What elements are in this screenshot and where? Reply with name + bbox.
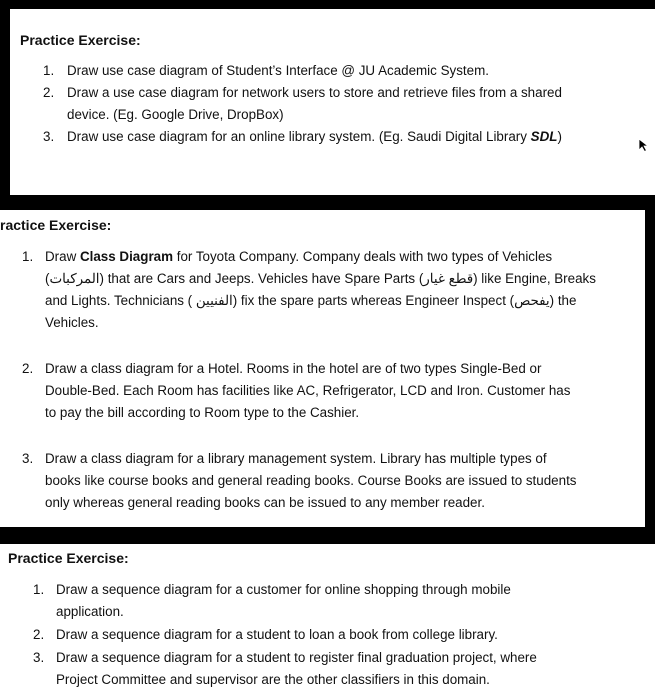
list-item [22, 246, 627, 334]
item-text: for Toyota Company. Company deals with two types of Vehicles [173, 249, 553, 264]
item-number: 1. [43, 63, 55, 78]
item-text-line: device. (Eg. Google Drive, DropBox) [67, 107, 284, 122]
item-number: 3. [43, 129, 55, 144]
item-emphasis: Class Diagram [79, 249, 174, 264]
item-text-line: Draw a sequence diagram for a student to register final graduation project, where [56, 650, 537, 665]
section-heading: Practice Exercise: [8, 550, 129, 566]
item-text-line: application. [56, 604, 124, 619]
item-number: 1. [22, 249, 34, 264]
exercise-panel-usecase [10, 9, 655, 195]
exercise-panel-sequence [0, 544, 655, 700]
item-text-line: Double-Bed. Each Room has facilities like AC, Refrigerator, LCD and Iron. Customer has [45, 383, 571, 398]
item-text: Draw use case diagram for an online library system. (Eg. Saudi Digital Library [67, 129, 531, 144]
section-heading: ractice Exercise: [0, 217, 112, 233]
item-number: 1. [33, 582, 45, 597]
item-number: 2. [22, 361, 34, 376]
item-emphasis: SDL [530, 129, 558, 144]
item-text-line: Vehicles. [45, 315, 99, 330]
item-text-line: (المركبات) that are Cars and Jeeps. Vehicles have Spare Parts (قطع غيار) like Engine, Breaks [45, 271, 596, 286]
list-item [33, 579, 633, 623]
item-text-line: Draw a sequence diagram for a student to loan a book from college library. [56, 627, 498, 642]
item-text-line: books like course books and general reading books. Course Books are issued to students [45, 473, 577, 488]
exercise-panel-class [0, 210, 645, 527]
item-text-line: Project Committee and supervisor are the other classifiers in this domain. [56, 672, 490, 687]
list-item [22, 358, 627, 424]
list-item [33, 647, 633, 691]
item-text: Draw [45, 249, 80, 264]
item-number: 3. [33, 650, 45, 665]
list-item [33, 624, 633, 646]
item-text: ) [557, 129, 562, 144]
item-number: 3. [22, 451, 34, 466]
list-item [43, 126, 633, 148]
item-text-line: and Lights. Technicians ( الفنيين) fix the spare parts whereas Engineer Inspect (يفحص) the [45, 293, 577, 308]
item-text-line: Draw a use case diagram for network users to store and retrieve files from a shared [67, 85, 562, 100]
list-item [43, 82, 633, 126]
item-text: Draw use case diagram of Student’s Interface @ JU Academic System. [67, 63, 489, 78]
item-text-line: Draw a class diagram for a library management system. Library has multiple types of [45, 451, 547, 466]
item-text-line: Draw a sequence diagram for a customer for online shopping through mobile [56, 582, 511, 597]
item-number: 2. [43, 85, 55, 100]
section-heading: Practice Exercise: [20, 32, 141, 48]
list-item [22, 448, 627, 514]
mouse-pointer-icon [638, 138, 650, 152]
item-number: 2. [33, 627, 45, 642]
item-text-line: Draw a class diagram for a Hotel. Rooms in the hotel are of two types Single-Bed or [45, 361, 542, 376]
item-text-line: to pay the bill according to Room type to the Cashier. [45, 405, 360, 420]
list-item [43, 60, 633, 82]
item-text-line: only whereas general reading books can be issued to any member reader. [45, 495, 485, 510]
